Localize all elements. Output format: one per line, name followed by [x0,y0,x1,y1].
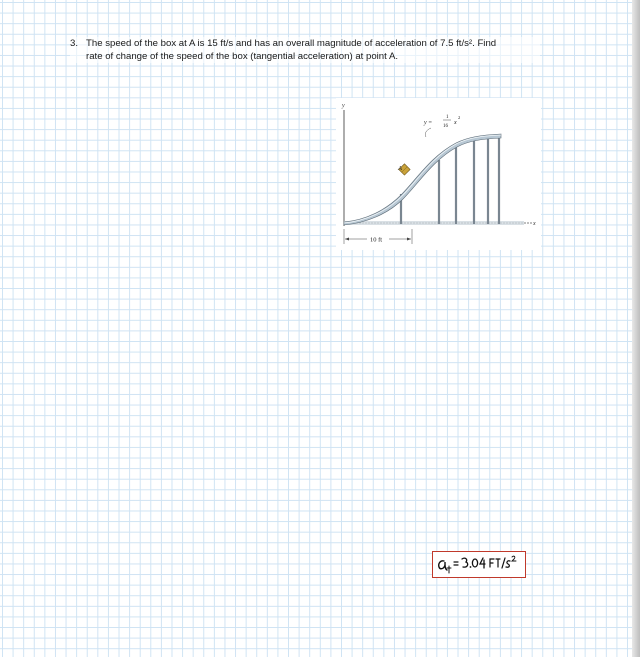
dimension-arrow-left [345,238,349,241]
point-a-label: A [398,165,402,172]
dimension-arrow-right [407,238,411,241]
equation-lhs: y = [424,120,433,126]
ground-strip [344,221,524,225]
problem-text-line-2: rate of change of the speed of the box (tangential acceleration) at point A. [86,51,399,62]
problem-text-line-1: The speed of the box at A is 15 ft/s and has an overall magnitude of acceleration of 7.5 ft/s². Find [86,38,497,49]
page-edge-shadow [632,0,640,657]
equation-exponent: 2 [458,115,461,120]
answer-box [432,551,526,578]
handwritten-answer [433,552,525,577]
dimension-label: 10 ft [370,236,383,244]
x-axis-label: x [533,221,536,227]
coaster-figure [336,98,541,250]
coaster-diagram [336,98,541,250]
equation-numerator: 1 [446,115,449,120]
equation-leader [425,128,431,137]
y-axis-label: y [342,103,345,109]
equation-variable: x [454,120,457,126]
equation-denominator: 16 [443,124,448,129]
problem-statement [70,37,540,63]
track-highlight [344,135,501,223]
problem-number: 3. [70,38,79,49]
coaster-track [344,134,501,225]
